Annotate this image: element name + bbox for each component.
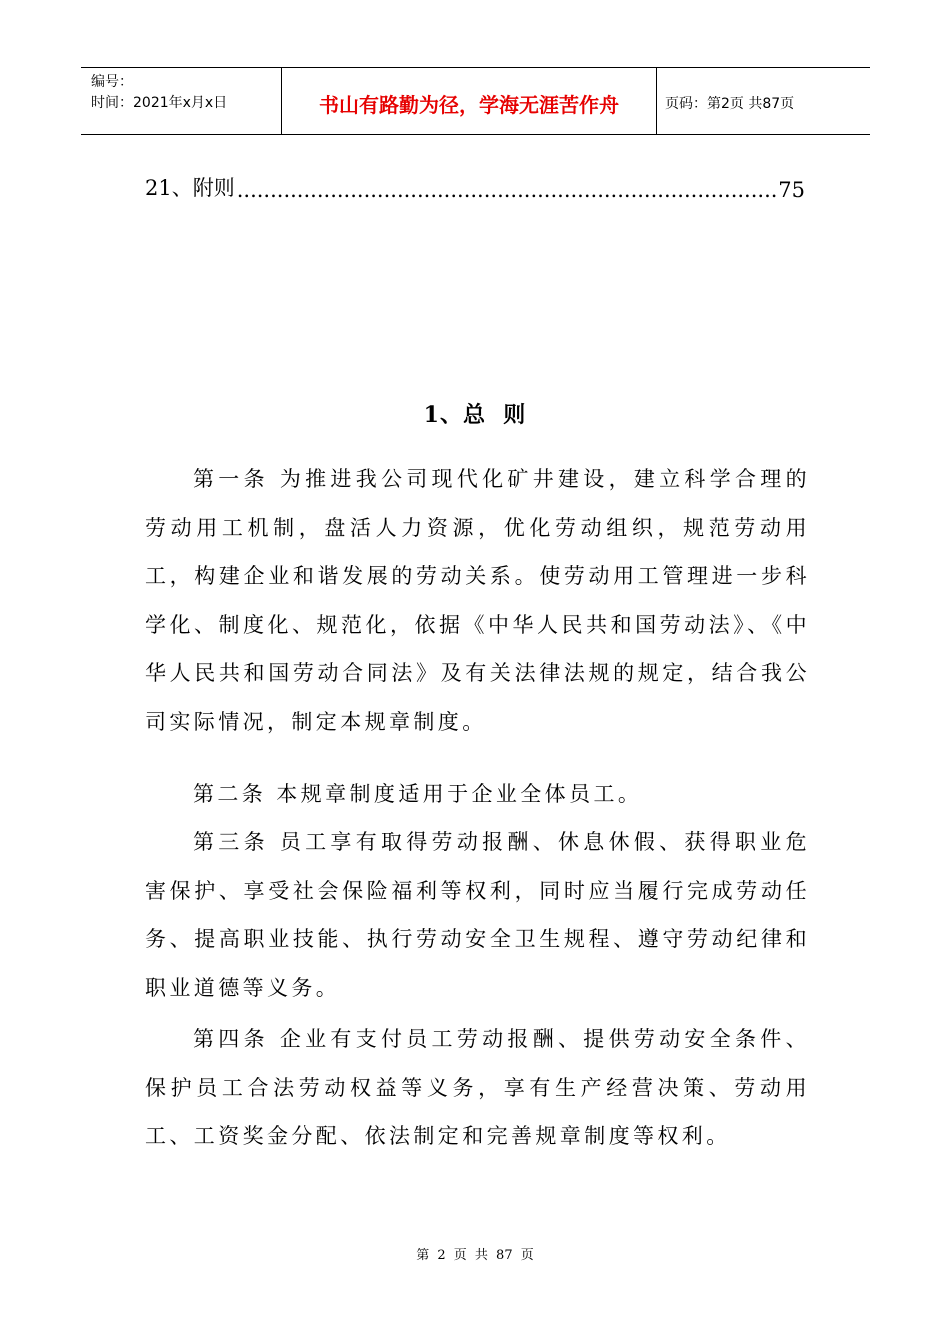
toc-entry-page: 75 — [778, 178, 805, 202]
page-header — [81, 67, 870, 135]
paragraph-article-1: 第一条 为推进我公司现代化矿井建设，建立科学合理的劳动用工机制，盘活人力资源，优化劳动组织，规范劳动用工，构建企业和谐发展的劳动关系。使劳动用工管理进一步科学化、制度化、规范化，依据《中华人民共和国劳动法》、《中华人民共和国劳动合同法》及有关法律法规的规定，结合我公司实际情况，制定本规章制度。 — [145, 467, 810, 734]
page-footer: 第 2 页 共 87 页 — [416, 1248, 534, 1263]
paragraph-article-2: 第二条 本规章制度适用于企业全体员工。 — [193, 782, 643, 806]
header-meta — [81, 68, 281, 134]
toc-entry-label: 21、附则 — [145, 176, 235, 200]
header-page-info: 页码：第2页 共87页 — [665, 96, 795, 112]
section-title: 1、总 则 — [423, 402, 527, 428]
header-motto: 书山有路勤为径，学海无涯苦作舟 — [281, 68, 657, 134]
paragraph-article-4: 第四条 企业有支付员工劳动报酬、提供劳动安全条件、保护员工合法劳动权益等义务，享有生产经营决策、劳动用工、工资奖金分配、依法制定和完善规章制度等权利。 — [145, 1027, 810, 1148]
paragraph-article-3: 第三条 员工享有取得劳动报酬、休息休假、获得职业危害保护、享受社会保险福利等权利，同时应当履行完成劳动任务、提高职业技能、执行劳动安全卫生规程、遵守劳动纪律和职业道德等义务。 — [145, 830, 810, 1000]
toc-entry[interactable] — [145, 170, 805, 202]
document-number-label: 编号： — [91, 74, 133, 90]
document-time-label: 时间：2021年x月x日 — [91, 95, 228, 111]
toc-leader-dots — [237, 178, 777, 202]
